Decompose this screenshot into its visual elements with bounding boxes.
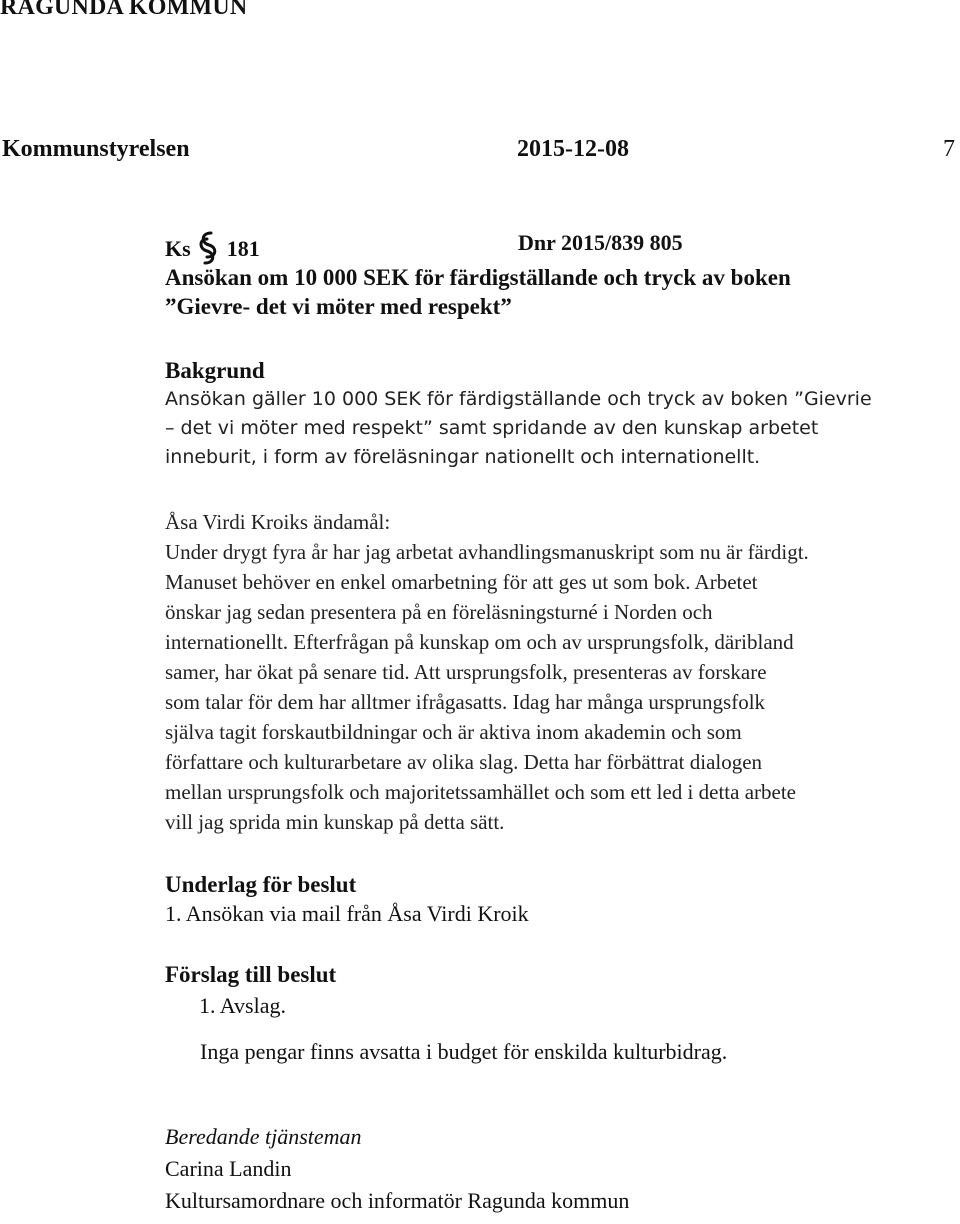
case-number — [165, 230, 260, 266]
basis-heading: Underlag för beslut — [165, 872, 357, 897]
text-line: Manuset behöver en enkel omarbetning för att ges ut som bok. Arbetet — [165, 570, 758, 594]
organization-name: RAGUNDA KOMMUN — [0, 0, 248, 20]
text-line: författare och kulturarbetare av olika slag. Detta har förbättrat dialogen — [165, 750, 763, 774]
text-line: mellan ursprungsfolk och majoritetssamhället och som ett led i detta arbete — [165, 780, 796, 804]
officer-role: Kultursamordnare och informatör Ragunda kommun — [165, 1188, 630, 1213]
dnr-number: Dnr 2015/839 805 — [518, 230, 683, 255]
text-line: som talar för dem har alltmer ifrågasatts. Idag har många ursprungsfolk — [165, 690, 766, 714]
background-text — [165, 385, 960, 472]
page-number: 7 — [943, 136, 955, 162]
committee-name: Kommunstyrelsen — [2, 136, 190, 162]
text-line: inneburit, i form av föreläsningar nationellt och internationellt. — [165, 446, 761, 468]
text-line: önskar jag sedan presentera på en föreläsningsturné i Norden och — [165, 600, 713, 624]
officer-label: Beredande tjänsteman — [165, 1124, 362, 1149]
ks-number: 181 — [226, 236, 260, 261]
text-line: vill jag sprida min kunskap på detta sätt. — [165, 810, 505, 834]
basis-item: 1. Ansökan via mail från Åsa Virdi Kroik — [165, 901, 529, 926]
text-line: internationellt. Efterfrågan på kunskap om och av ursprungsfolk, däribland — [165, 630, 794, 654]
text-line: samer, har ökat på senare tid. Att ursprungsfolk, presenteras av forskare — [165, 660, 767, 684]
paragraph-icon — [195, 230, 221, 266]
proposal-item: 1. Avslag. — [199, 993, 286, 1018]
text-line: Under drygt fyra år har jag arbetat avhandlingsmanuskript som nu är färdigt. — [165, 540, 809, 564]
title-line: Ansökan om 10 000 SEK för färdigställande och tryck av boken — [165, 265, 791, 290]
text-line: – det vi möter med respekt” samt spridande av den kunskap arbetet — [165, 417, 819, 439]
case-title — [165, 263, 885, 321]
text-line: Ansökan gäller 10 000 SEK för färdigställande och tryck av boken ”Gievrie — [165, 388, 872, 410]
ks-prefix: Ks — [165, 236, 191, 261]
background-heading: Bakgrund — [165, 358, 265, 383]
officer-name: Carina Landin — [165, 1156, 292, 1181]
title-line: ”Gievre- det vi möter med respekt” — [165, 294, 512, 319]
purpose-text — [165, 507, 960, 837]
text-line: Åsa Virdi Kroiks ändamål: — [165, 510, 391, 534]
proposal-heading: Förslag till beslut — [165, 962, 337, 987]
meeting-date: 2015-12-08 — [517, 136, 629, 162]
proposal-note: Inga pengar finns avsatta i budget för enskilda kulturbidrag. — [200, 1039, 728, 1064]
text-line: själva tagit forskautbildningar och är aktiva inom akademin och som — [165, 720, 742, 744]
